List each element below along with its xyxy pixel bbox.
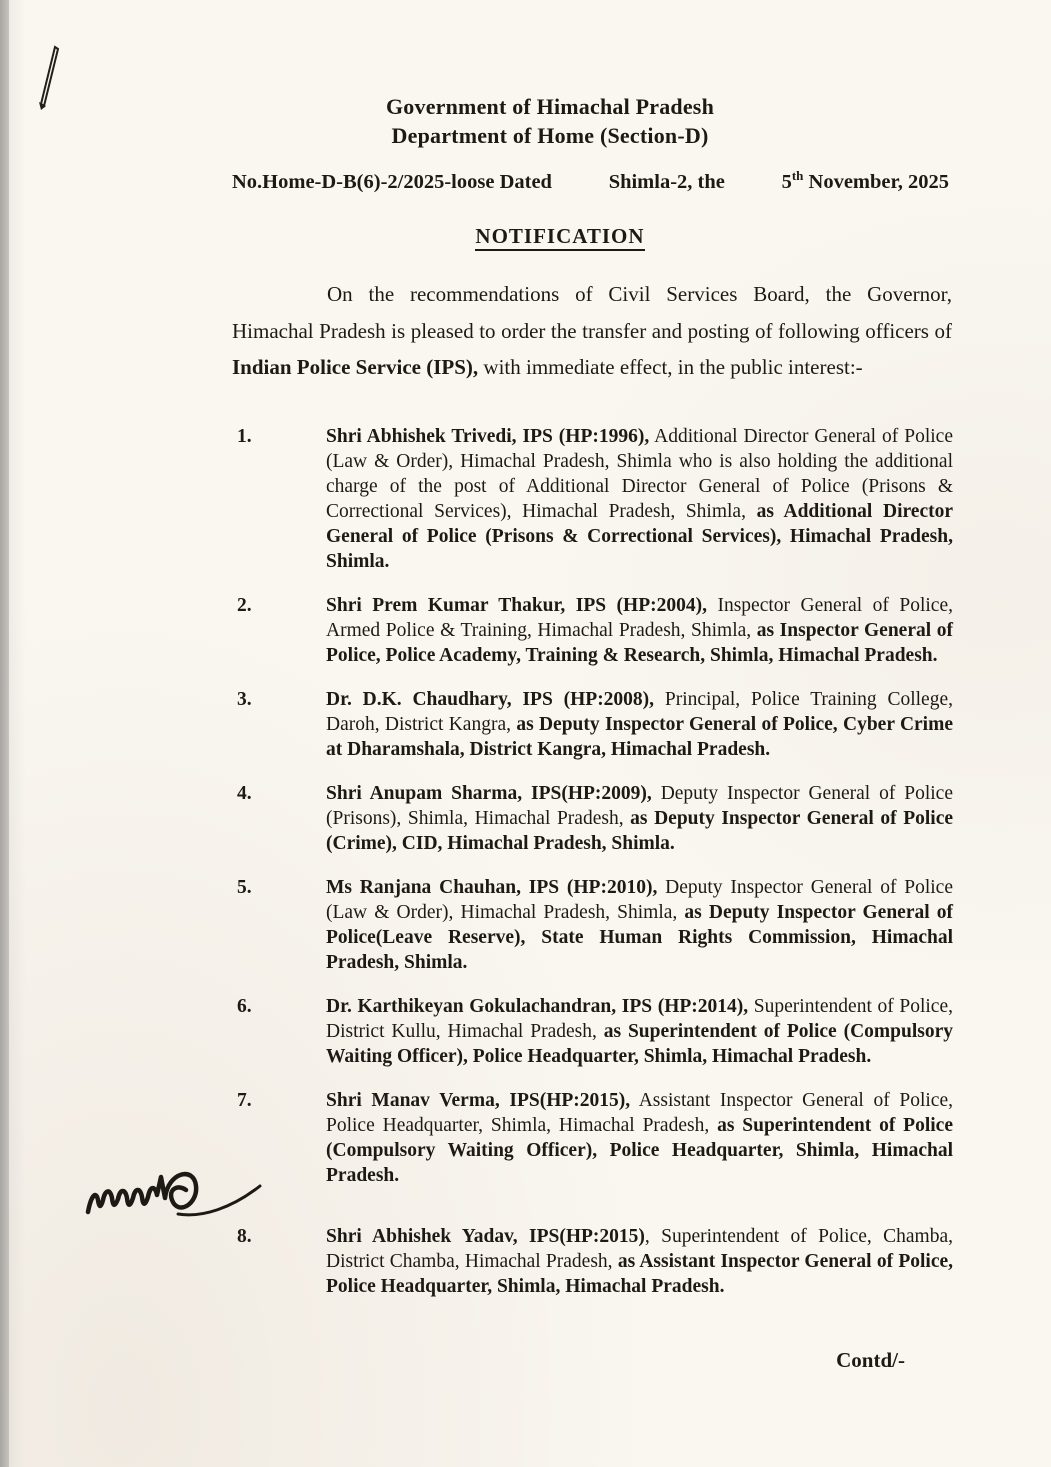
list-item	[237, 781, 953, 856]
department-title: Department of Home (Section-D)	[391, 123, 709, 148]
item-number: 3.	[237, 689, 252, 710]
list-item	[237, 1088, 953, 1188]
item-text	[326, 1224, 953, 1299]
scan-edge	[0, 0, 9, 1467]
new-posting: as Superintendent of Police (Compulsory Waiting Officer), Police Headquarter, Shimla, Himachal Pradesh.	[326, 1115, 953, 1186]
item-number: 7.	[237, 1090, 252, 1111]
current-post: Principal, Police Training College, Daroh, District Kangra,	[326, 689, 953, 735]
government-title: Government of Himachal Pradesh	[385, 94, 715, 119]
current-post: Assistant Inspector General of Police, Police Headquarter, Shimla, Himachal Pradesh,	[326, 1090, 953, 1136]
new-posting: as Inspector General of Police, Police Academy, Training & Research, Shimla, Himachal Pradesh.	[326, 620, 953, 666]
current-post: , Superintendent of Police, Chamba, District Chamba, Himachal Pradesh,	[326, 1226, 954, 1272]
item-text	[326, 994, 953, 1069]
reference-place: Shimla-2, the	[608, 171, 725, 193]
date-ordinal: th	[791, 168, 804, 184]
item-number: 1.	[237, 426, 252, 447]
document-header	[50, 92, 1050, 150]
new-posting: as Superintendent of Police (Compulsory Waiting Officer), Police Headquarter, Shimla, Himachal Pradesh.	[326, 1021, 954, 1067]
item-number: 5.	[237, 877, 252, 898]
current-post: Deputy Inspector General of Police (Law & Order), Himachal Pradesh, Shimla,	[326, 877, 953, 923]
item-text	[326, 781, 953, 856]
reference-date: 5th November, 2025	[781, 168, 949, 193]
list-item	[237, 424, 953, 574]
item-number: 8.	[237, 1226, 252, 1247]
item-text	[326, 1088, 953, 1188]
current-post: Superintendent of Police, District Kullu, Himachal Pradesh,	[326, 996, 953, 1042]
new-posting: as Assistant Inspector General of Police, Police Headquarter, Shimla, Himachal Pradesh.	[326, 1251, 954, 1297]
list-item	[237, 994, 953, 1069]
list-item	[237, 593, 953, 668]
new-posting: as Additional Director General of Police (Prisons & Correctional Services), Himachal Pradesh, Shimla.	[326, 501, 953, 572]
item-text	[326, 424, 953, 574]
reference-line	[232, 168, 949, 194]
handwritten-signature-icon	[82, 1146, 267, 1246]
list-item	[237, 875, 953, 975]
transfer-order-list	[237, 424, 953, 1318]
item-number: 2.	[237, 595, 252, 616]
officer-name: Shri Manav Verma, IPS(HP:2015),	[326, 1090, 631, 1111]
continuation-mark: Contd/-	[836, 1348, 905, 1372]
notification-heading: NOTIFICATION	[50, 224, 1051, 249]
officer-name: Shri Prem Kumar Thakur, IPS (HP:2004),	[326, 595, 707, 616]
officer-name: Dr. D.K. Chaudhary, IPS (HP:2008),	[326, 689, 655, 710]
reference-number: No.Home-D-B(6)-2/2025-loose Dated	[232, 171, 552, 193]
new-posting: as Deputy Inspector General of Police(Leave Reserve), State Human Rights Commission, Himachal Pradesh, Shimla.	[326, 902, 953, 973]
officer-name: Ms Ranjana Chauhan, IPS (HP:2010),	[326, 877, 658, 898]
new-posting: as Deputy Inspector General of Police, Cyber Crime at Dharamshala, District Kangra, Himachal Pradesh.	[326, 714, 954, 760]
item-text	[326, 593, 953, 668]
current-post: Deputy Inspector General of Police (Prisons), Shimla, Himachal Pradesh,	[326, 783, 953, 829]
current-post: Inspector General of Police, Armed Police & Training, Himachal Pradesh, Shimla,	[326, 595, 953, 641]
new-posting: as Deputy Inspector General of Police (Crime), CID, Himachal Pradesh, Shimla.	[326, 808, 954, 854]
officer-name: Shri Abhishek Trivedi, IPS (HP:1996),	[326, 426, 650, 447]
intro-bold-ips: Indian Police Service (IPS),	[232, 355, 479, 379]
current-post: Additional Director General of Police (Law & Order), Himachal Pradesh, Shimla who is also holding the additional charge of the post of Additional Director General of Police (Prisons & Correctional Services), Himachal Pradesh, Shimla,	[326, 426, 953, 522]
list-item	[237, 687, 953, 762]
officer-name: Shri Abhishek Yadav, IPS(HP:2015)	[326, 1226, 645, 1247]
item-text	[326, 875, 953, 975]
intro-paragraph: On the recommendations of Civil Services Board, the Governor, Himachal Pradesh is pleased to order the transfer and posting of following officers of Indian Police Service (IPS), with immediate effect, in the public interest:-	[232, 282, 952, 379]
item-text	[326, 687, 953, 762]
officer-name: Shri Anupam Sharma, IPS(HP:2009),	[326, 783, 652, 804]
officer-name: Dr. Karthikeyan Gokulachandran, IPS (HP:2014),	[326, 996, 749, 1017]
item-number: 6.	[237, 996, 252, 1017]
item-number: 4.	[237, 783, 252, 804]
list-item	[237, 1224, 953, 1299]
